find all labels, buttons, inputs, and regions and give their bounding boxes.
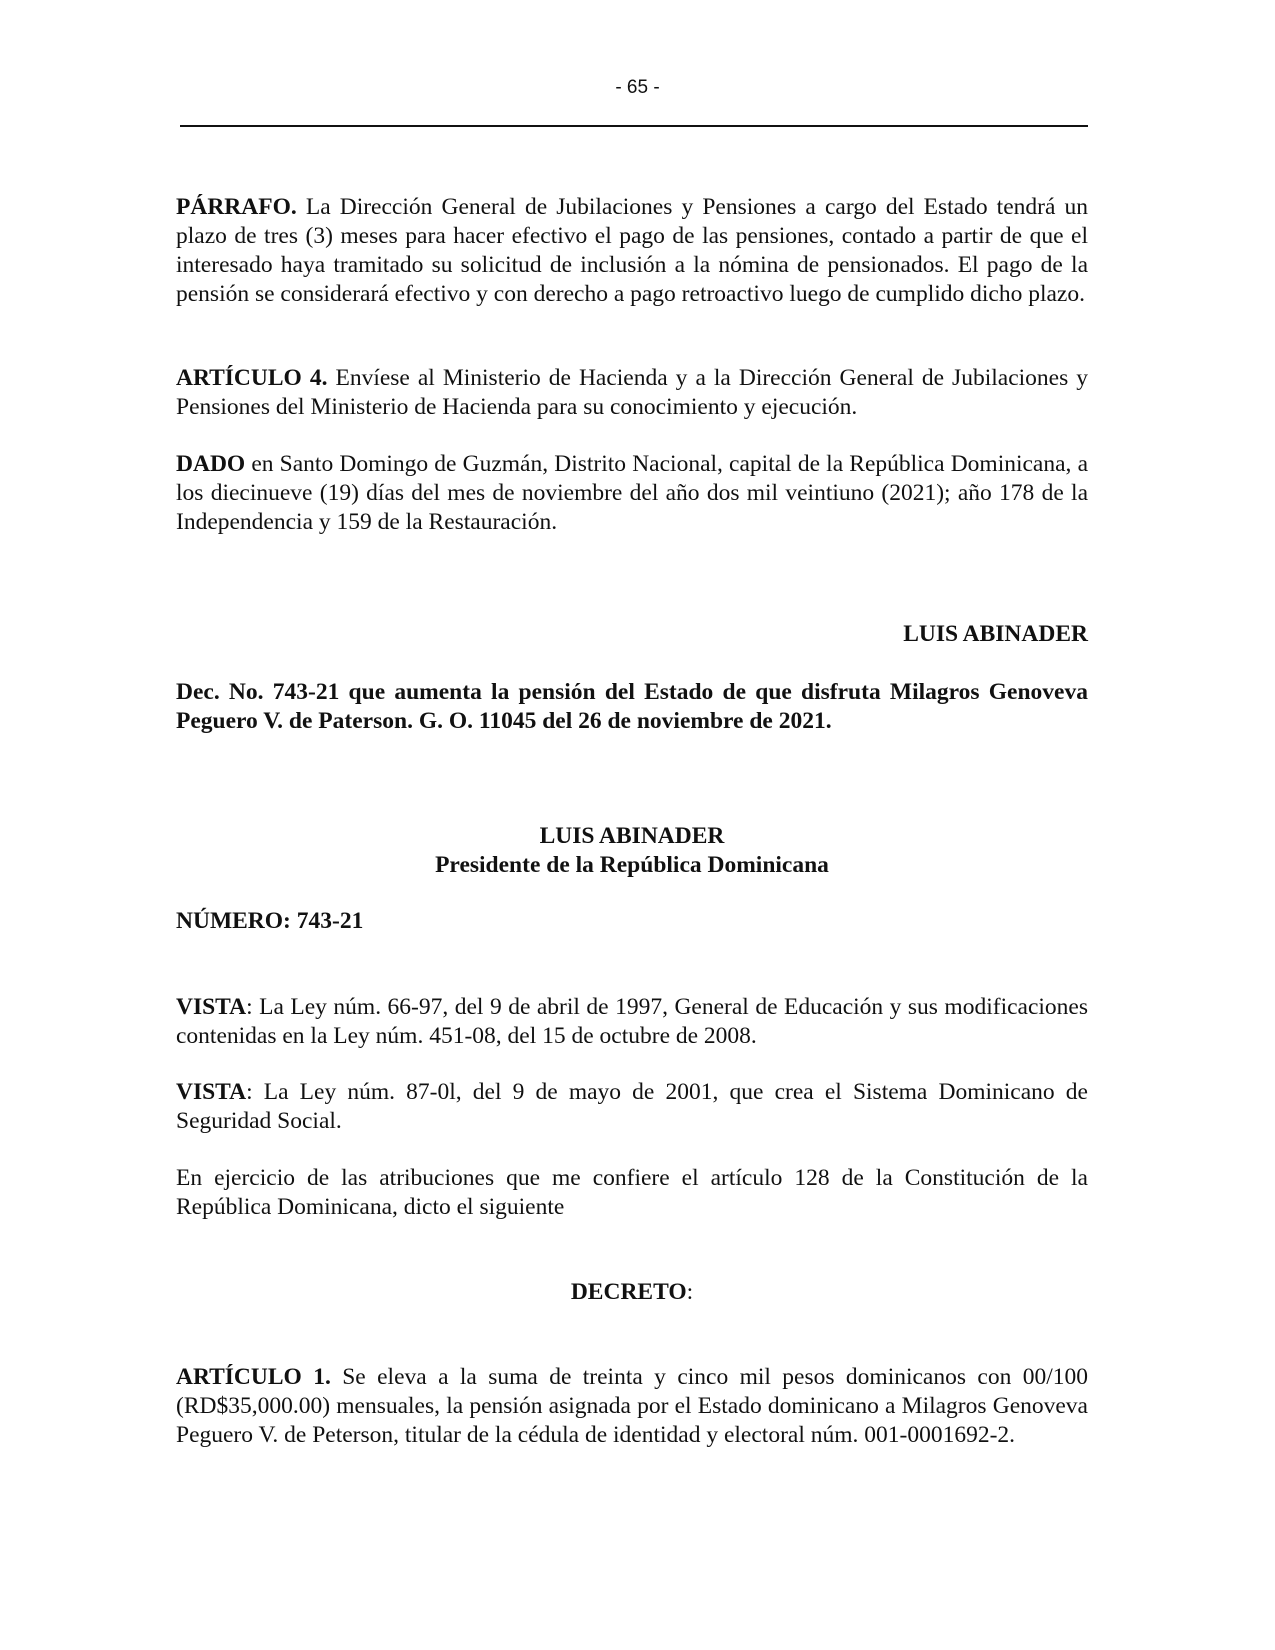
dado-paragraph bbox=[176, 450, 1088, 537]
decreto-colon: : bbox=[686, 1279, 694, 1305]
decree-title: Dec. No. 743-21 que aumenta la pensión del Estado de que disfruta Milagros Genoveva Peguero V. de Paterson. G. O. 11045 del 26 de noviembre de 2021. bbox=[176, 679, 1088, 734]
page-number: - 65 - bbox=[615, 77, 660, 98]
vista-lead: VISTA bbox=[176, 994, 247, 1020]
dado-text: en Santo Domingo de Guzmán, Distrito Nacional, capital de la República Dominicana, a los diecinueve (19) días del mes de noviembre del año dos mil veintiuno (2021); año 178 de la Independencia y 159 de la Restauración. bbox=[176, 451, 1088, 535]
vista-paragraph bbox=[176, 993, 1088, 1051]
articulo-1-paragraph bbox=[176, 1363, 1088, 1450]
articulo-4-text: Envíese al Ministerio de Hacienda y a la Dirección General de Jubilaciones y Pensiones del Ministerio de Hacienda para su conocimiento y ejecución. bbox=[176, 365, 1088, 420]
decreto-lead: DECRETO bbox=[570, 1279, 687, 1305]
articulo-1-text: Se eleva a la suma de treinta y cinco mil pesos dominicanos con 00/100 (RD$35,000.00) mensuales, la pensión asignada por el Estado dominicano a Milagros Genoveva Peguero V. de Peterson, titular de la cédula de identidad y electoral núm. 001-0001692-2. bbox=[176, 1364, 1088, 1448]
vista-lead: VISTA bbox=[176, 1079, 247, 1105]
dado-lead: DADO bbox=[176, 451, 246, 477]
decree-number: NÚMERO: 743-21 bbox=[176, 908, 364, 934]
decree-header-role: Presidente de la República Dominicana bbox=[435, 852, 829, 878]
vista-text: : La Ley núm. 87-0l, del 9 de mayo de 2001, que crea el Sistema Dominicano de Seguridad Social. bbox=[176, 1079, 1088, 1134]
decreto-heading bbox=[176, 1278, 1088, 1307]
vista-paragraph bbox=[176, 1078, 1088, 1136]
parrafo-lead: PÁRRAFO. bbox=[176, 194, 297, 220]
articulo-4-paragraph bbox=[176, 364, 1088, 422]
vista-text: : La Ley núm. 66-97, del 9 de abril de 1997, General de Educación y sus modificaciones contenidas en la Ley núm. 451-08, del 15 de octubre de 2008. bbox=[176, 994, 1088, 1049]
articulo-1-lead: ARTÍCULO 1. bbox=[176, 1364, 331, 1390]
parrafo-text: La Dirección General de Jubilaciones y Pensiones a cargo del Estado tendrá un plazo de tres (3) meses para hacer efectivo el pago de las pensiones, contado a partir de que el interesado haya tramitado su solicitud de inclusión a la nómina de pensionados. El pago de la pensión se considerará efectivo y con derecho a pago retroactivo luego de cumplido dicho plazo. bbox=[176, 194, 1088, 307]
parrafo-paragraph bbox=[176, 193, 1088, 309]
decree-header-name: LUIS ABINADER bbox=[539, 823, 725, 849]
ejercicio-paragraph: En ejercicio de las atribuciones que me confiere el artículo 128 de la Constitución de la República Dominicana, dicto el siguiente bbox=[176, 1165, 1088, 1220]
signature-name: LUIS ABINADER bbox=[903, 621, 1088, 647]
articulo-4-lead: ARTÍCULO 4. bbox=[176, 365, 328, 391]
header-rule bbox=[180, 125, 1088, 127]
